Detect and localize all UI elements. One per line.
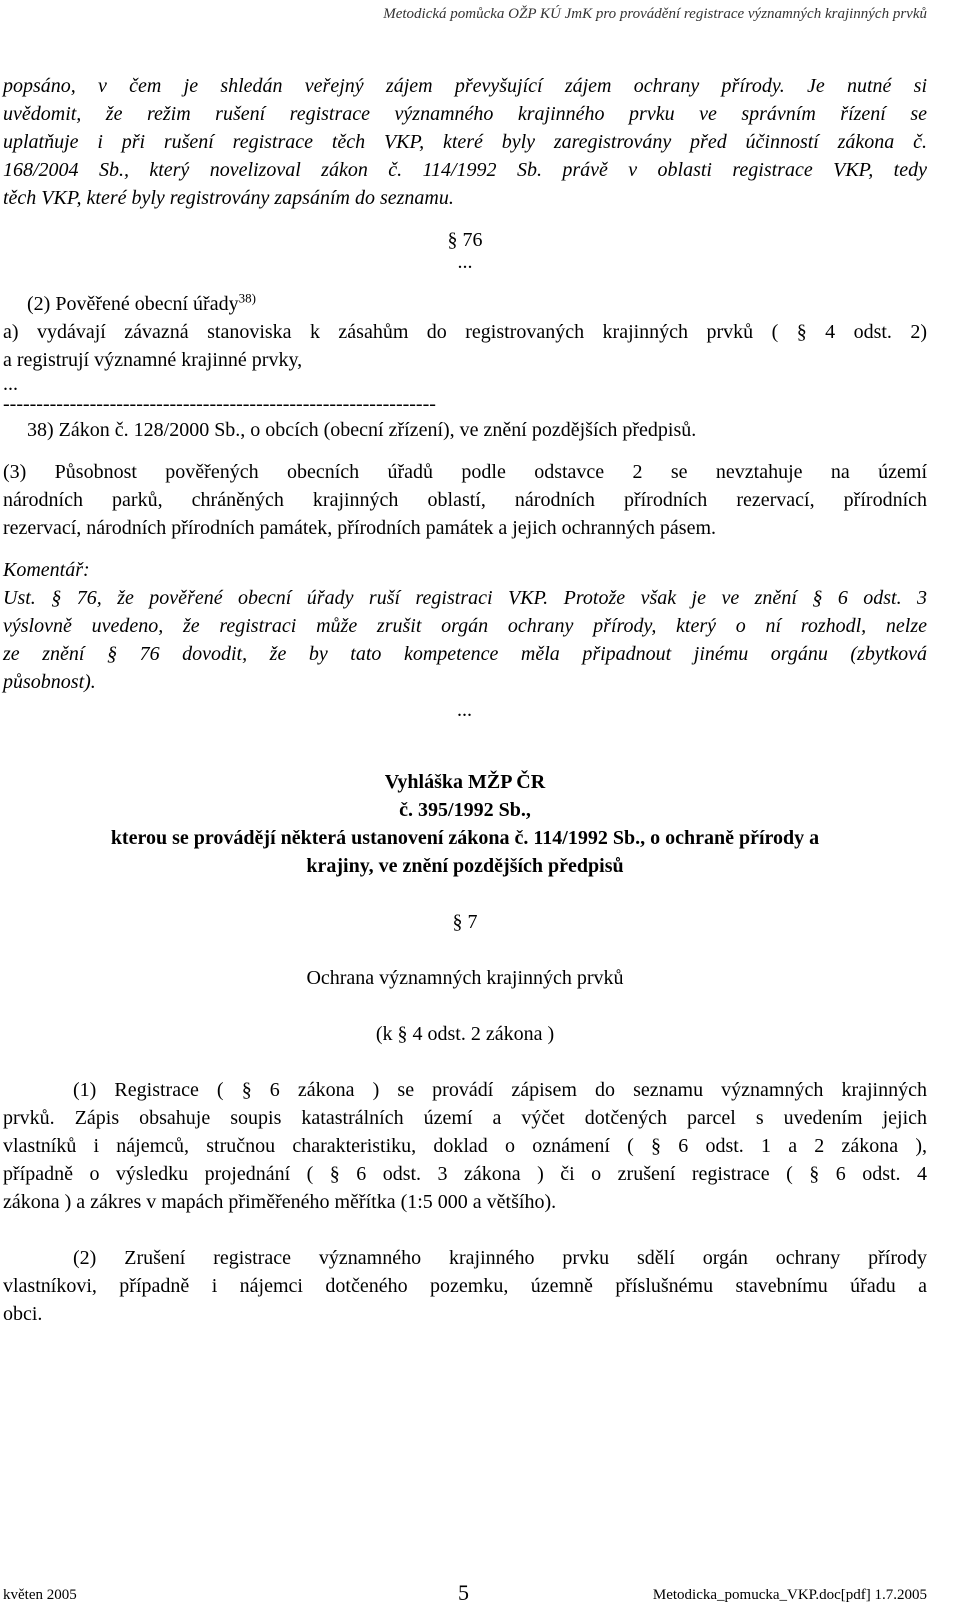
section-7-heading: § 7 <box>452 911 478 933</box>
document-body <box>3 72 927 1328</box>
intro-line: těch VKP, které byly registrovány zapsáním do seznamu. <box>3 187 454 209</box>
section-sign-icon: § <box>796 321 807 343</box>
item-a-line1: a) vydávají závazná stanoviska k zásahům do registrovaných krajinných prvků ( § 4 odst. 2) <box>3 321 928 343</box>
section-sign-icon: § <box>51 587 62 609</box>
comment-line: Ust. § 76, že pověřené obecní úřady ruší registraci VKP. Protože však je ve znění § 6 odst. 3 <box>3 587 928 609</box>
decree-p1-line: prvků. Zápis obsahuje soupis katastrálních území a výčet dotčených parcel s uvedením jejich <box>3 1107 927 1129</box>
decree-paragraph-2 <box>3 1244 927 1328</box>
intro-line: popsáno, v čem je shledán veřejný zájem převyšující zájem ochrany přírody. Je nutné si <box>3 75 927 97</box>
page-header: Metodická pomůcka OŽP KÚ JmK pro provádění registrace významných krajinných prvků <box>383 6 927 22</box>
intro-paragraph <box>3 72 927 212</box>
paragraph-3-line: rezervací, národních přírodních památek, přírodních památek a jejich ochranných pásem. <box>3 517 717 539</box>
decree-subtitle-line: kterou se provádějí některá ustanovení zákona č. 114/1992 Sb., o ochraně přírody a <box>110 827 820 849</box>
comment-paragraph <box>3 584 927 696</box>
item-a-line2: a registrují významné krajinné prvky, <box>3 349 303 371</box>
section-7-reference: (k § 4 odst. 2 zákona ) <box>375 1023 555 1045</box>
section-sign-icon: § <box>447 229 458 251</box>
paragraph-3-line: (3) Působnost pověřených obecních úřadů podle odstavce 2 se nevztahuje na území <box>3 461 927 483</box>
decree-p1-line: vlastníků i nájemců, stručnou charakteristiku, doklad o oznámení ( § 6 odst. 1 a 2 zákona ), <box>3 1135 927 1157</box>
decree-p2-line: vlastníkovi, případně i nájemci dotčeného pozemku, územně příslušnému stavebnímu úřadu a <box>3 1275 927 1297</box>
decree-subtitle-line: krajiny, ve znění pozdějších předpisů <box>306 855 624 877</box>
section-76-ellipsis: ... <box>457 251 473 273</box>
intro-line: uvědomit, že režim rušení registrace významného krajinného prvku ve správním řízení se <box>3 103 927 125</box>
intro-line: 168/2004 Sb., který novelizoval zákon č. 114/1992 Sb. právě v oblasti registrace VKP, tedy <box>3 159 927 181</box>
section-sign-icon: § <box>812 587 823 609</box>
section-sign-icon: § <box>329 1163 340 1185</box>
section-sign-icon: § <box>107 643 117 665</box>
section-76-heading: § 76 <box>447 229 483 251</box>
comment-line: ze znění § 76 dovodit, že by tato kompetence měla připadnout jinému orgánu (zbytková <box>3 643 928 665</box>
footnote-divider: ----------------------------------------------------------------- <box>3 394 436 414</box>
decree-p2-line: obci. <box>3 1303 43 1325</box>
footnote-ref: 38) <box>238 290 256 306</box>
section-7-title: Ochrana významných krajinných prvků <box>306 967 624 989</box>
footnote-38: 38) Zákon č. 128/2000 Sb., o obcích (obecní zřízení), ve znění pozdějších předpisů. <box>27 419 697 441</box>
ellipsis: ... <box>3 373 18 395</box>
decree-paragraph-1 <box>3 1076 927 1216</box>
comment-label: Komentář: <box>3 559 90 581</box>
comment-line: výslovně uvedeno, že registraci může zrušit orgán ochrany přírody, který o ní rozhodl, nelze <box>3 615 927 637</box>
section-sign-icon: § <box>809 1163 820 1185</box>
footer-date: květen 2005 <box>3 1587 77 1603</box>
decree-p1-line: zákona ) a zákres v mapách přiměřeného měřítka (1:5 000 a většího). <box>3 1191 557 1213</box>
decree-p2-line: (2) Zrušení registrace významného krajinného prvku sdělí orgán ochrany přírody <box>73 1247 927 1269</box>
page-footer <box>3 1576 927 1606</box>
intro-line: uplatňuje i při rušení registrace těch VKP, které byly zaregistrovány před účinností zákona č. <box>3 131 927 153</box>
section-sign-icon: § <box>651 1135 662 1157</box>
page-number: 5 <box>458 1580 469 1605</box>
section-sign-icon: § <box>397 1023 408 1045</box>
decree-p1-line: případně o výsledku projednání ( § 6 odst. 3 zákona ) či o zrušení registrace ( § 6 odst. 4 <box>3 1163 928 1185</box>
item-a <box>3 318 927 374</box>
section-sign-icon: § <box>452 911 463 933</box>
paragraph-3 <box>3 458 927 542</box>
decree-p1-line: (1) Registrace ( § 6 zákona ) se provádí zápisem do seznamu významných krajinných <box>73 1079 927 1101</box>
decree-title: Vyhláška MŽP ČR <box>384 771 546 793</box>
comment-ellipsis: ... <box>457 699 473 721</box>
comment-line: působnost). <box>3 671 96 693</box>
footer-filename: Metodicka_pomucka_VKP.doc[pdf] 1.7.2005 <box>652 1587 927 1603</box>
decree-number: č. 395/1992 Sb., <box>399 799 531 821</box>
paragraph-3-line: národních parků, chráněných krajinných oblastí, národních přírodních rezervací, přírodních <box>3 489 927 511</box>
section-sign-icon: § <box>241 1079 252 1101</box>
paragraph-2-lead: (2) Pověřené obecní úřady$^{38)}$ <box>27 290 256 315</box>
